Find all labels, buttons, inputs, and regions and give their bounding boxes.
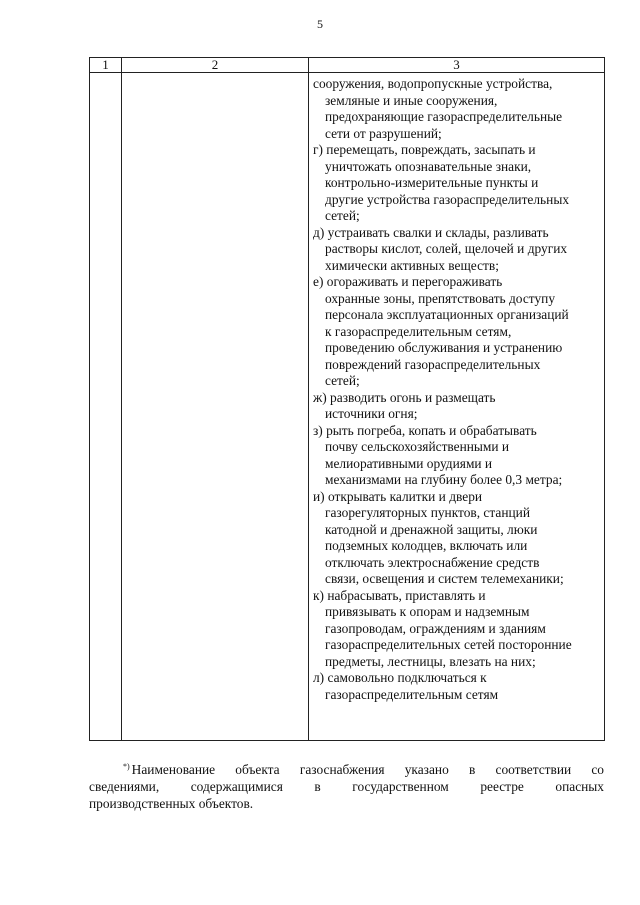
table-cell-col3 <box>309 73 605 741</box>
table-cell-col2 <box>122 73 309 741</box>
list-item-line: растворы кислот, солей, щелочей и других <box>325 241 568 256</box>
prohibition-list <box>309 73 604 703</box>
list-item-line: газораспределительным сетям <box>325 686 499 702</box>
list-item-line: катодной и дренажной защиты, люки <box>325 521 538 537</box>
list-item-line: другие устройства газораспределительных <box>325 191 570 207</box>
list-item-line: предметы, лестницы, влезать на них; <box>325 653 536 669</box>
list-item-line: и) открывать калитки и двери <box>313 488 483 504</box>
list-item-line: д) устраивать свалки и склады, разливать <box>313 224 549 240</box>
list-item-line: сети от разрушений; <box>325 125 442 141</box>
list-item-line: г) перемещать, повреждать, засыпать и <box>313 142 536 157</box>
list-item-line: уничтожать опознавательные знаки, <box>325 158 532 174</box>
footnote-line: производственных объектов. <box>89 796 254 811</box>
footnote-line: сведениями, содержащимися в государственном реестре опасных <box>89 779 604 794</box>
list-item-line: ж) разводить огонь и размещать <box>313 389 496 405</box>
list-item-line: охранные зоны, препятствовать доступу <box>325 290 556 306</box>
list-item-line: з) рыть погреба, копать и обрабатывать <box>313 422 537 438</box>
list-item-line: сетей; <box>325 208 360 223</box>
list-item-line: земляные и иные сооружения, <box>325 92 498 108</box>
list-item-line: к) набрасывать, приставлять и <box>313 587 486 603</box>
list-item-line: газораспределительных сетей посторонние <box>325 637 572 652</box>
footnote-mark: *) <box>123 761 130 771</box>
list-item-line: отключать электроснабжение средств <box>325 554 540 570</box>
list-item-line: подземных колодцев, включать или <box>325 538 528 553</box>
list-item-line: источники огня; <box>325 406 418 421</box>
table-cell-col1 <box>90 73 122 741</box>
list-item-line: механизмами на глубину более 0,3 метра; <box>325 472 563 487</box>
list-item-line: сооружения, водопропускные устройства, <box>313 76 553 91</box>
list-item-line: е) огораживать и перегораживать <box>313 274 503 289</box>
list-item-line: персонала эксплуатационных организаций <box>325 307 569 322</box>
list-item-line: предохраняющие газораспределительные <box>325 109 563 124</box>
list-item-line: повреждений газораспределительных <box>325 356 541 372</box>
list-item-line: к газораспределительным сетям, <box>325 323 512 339</box>
page-number: 5 <box>317 17 323 31</box>
list-item-line: сетей; <box>325 373 360 388</box>
document-table <box>89 57 605 741</box>
footnote-line: *) Наименование объекта газоснабжения указано в соответствии со <box>123 761 604 777</box>
column-header-1: 1 <box>90 58 122 73</box>
list-item-line: почву сельскохозяйственными и <box>325 439 510 454</box>
list-item-line: привязывать к опорам и надземным <box>325 604 530 619</box>
list-item-line: мелиоративными орудиями и <box>325 455 493 471</box>
column-header-2: 2 <box>122 58 309 73</box>
list-item-line: химически активных веществ; <box>325 257 499 273</box>
footnote <box>89 761 604 812</box>
list-item-line: газопроводам, ограждениям и зданиям <box>325 620 546 636</box>
list-item-line: связи, освещения и систем телемеханики; <box>325 571 564 586</box>
list-item-line: контрольно-измерительные пункты и <box>325 175 539 190</box>
list-item-line: газорегуляторных пунктов, станций <box>325 505 531 520</box>
table-row <box>90 73 605 741</box>
table-header-row <box>90 58 605 73</box>
list-item-line: проведению обслуживания и устранению <box>325 340 563 355</box>
column-header-3: 3 <box>309 58 605 73</box>
list-item-line: л) самовольно подключаться к <box>313 670 487 685</box>
